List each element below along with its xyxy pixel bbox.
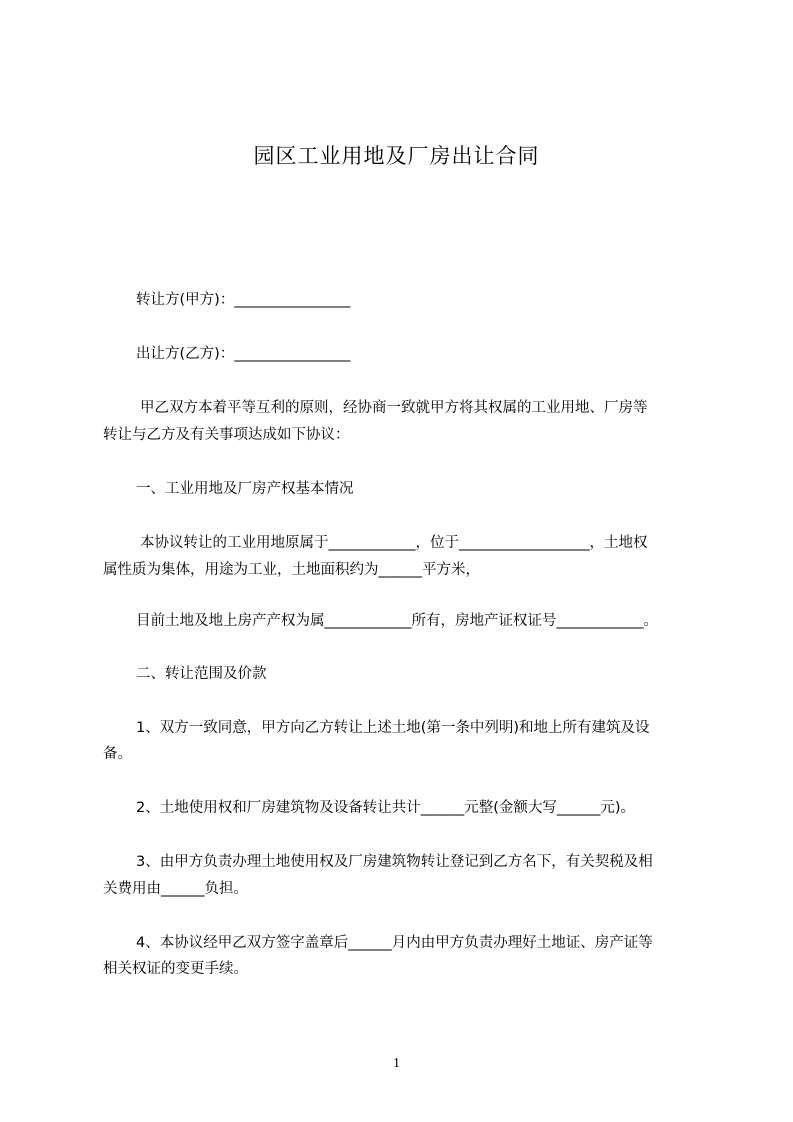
page-number: 1 [393, 1056, 400, 1071]
party-a-line: 转让方(甲方)：________________ [136, 292, 351, 308]
section-1-para-1-line-2: 属性质为集体，用途为工业，土地面积约为______平方米， [103, 562, 480, 578]
item-4-line-2: 相关权证的变更手续。 [103, 961, 248, 977]
item-3-line-1: 3、由甲方负责办理土地使用权及厂房建筑物转让登记到乙方名下，有关契税及相 [136, 854, 653, 870]
intro-line-2: 转让与乙方及有关事项达成如下协议： [103, 427, 350, 443]
section-2-heading: 二、转让范围及价款 [136, 666, 267, 682]
party-b-line: 出让方(乙方)：________________ [136, 346, 351, 362]
item-3-line-2: 关费用由______负担。 [103, 881, 248, 897]
item-1-line-2: 备。 [103, 746, 132, 762]
document-title: 园区工业用地及厂房出让合同 [253, 144, 540, 168]
section-1-para-1-line-1: 本协议转让的工业用地原属于____________，位于__________________，土地权 [140, 535, 648, 551]
item-2: 2、土地使用权和厂房建筑物及设备转让共计______元整(金额大写______元)。 [136, 800, 636, 816]
item-1-line-1: 1、双方一致同意，甲方向乙方转让上述土地(第一条中列明)和地上所有建筑及设 [136, 720, 650, 736]
item-4-line-1: 4、本协议经甲乙双方签字盖章后______月内由甲方负责办理好土地证、房产证等 [136, 935, 653, 951]
intro-line-1: 甲乙双方本着平等互利的原则，经协商一致就甲方将其权属的工业用地、厂房等 [140, 400, 648, 416]
section-1-para-2: 目前土地及地上房产产权为属____________所有，房地产证权证号____________。 [136, 613, 658, 629]
section-1-heading: 一、工业用地及厂房产权基本情况 [136, 481, 354, 497]
